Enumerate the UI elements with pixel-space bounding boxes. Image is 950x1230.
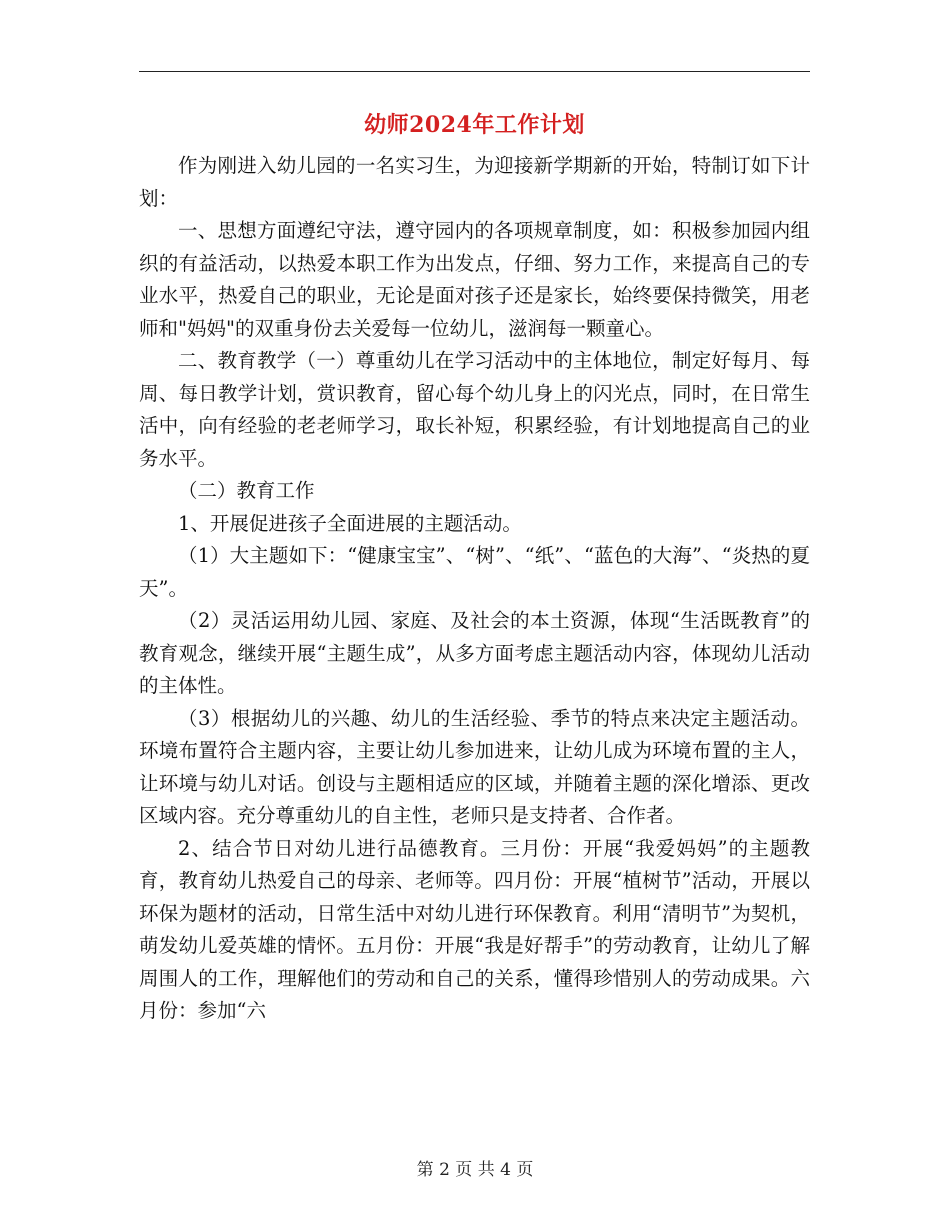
paragraph-item-1-3: （3）根据幼儿的兴趣、幼儿的生活经验、季节的特点来决定主题活动。环境布置符合主题内容，主要让幼儿参加进来，让幼儿成为环境布置的主人，让环境与幼儿对话。创设与主题相适应的区域，并随着主题的深化增添、更改区域内容。充分尊重幼儿的自主性，老师只是支持者、合作者。 bbox=[139, 706, 810, 827]
page-footer: 第 2 页 共 4 页 bbox=[416, 1160, 534, 1180]
paragraph-item-1: 1、开展促进孩子全面进展的主题活动。 bbox=[178, 511, 522, 535]
paragraph-thought: 一、思想方面遵纪守法，遵守园内的各项规章制度，如：积极参加园内组织的有益活动，以热爱本职工作为出发点，仔细、努力工作，来提高自己的专业水平，热爱自己的职业，无论是面对孩子还是家长，始终要保持微笑，用老师和"妈妈"的双重身份去关爱每一位幼儿，滋润每一颗童心。 bbox=[139, 219, 810, 340]
header-rule bbox=[139, 71, 810, 72]
paragraph-item-2: 2、结合节日对幼儿进行品德教育。三月份：开展“我爱妈妈”的主题教育，教育幼儿热爱自己的母亲、老师等。四月份：开展“植树节”活动，开展以环保为题材的活动，日常生活中对幼儿进行环保教育。利用“清明节”为契机，萌发幼儿爱英雄的情怀。五月份：开展“我是好帮手”的劳动教育，让幼儿了解周围人的工作，理解他们的劳动和自己的关系，懂得珍惜别人的劳动成果。六月份：参加“六 bbox=[139, 836, 810, 1022]
paragraph-item-1-2: （2）灵活运用幼儿园、家庭、及社会的本土资源，体现“生活既教育”的教育观念，继续开展“主题生成”，从多方面考虑主题活动内容，体现幼儿活动的主体性。 bbox=[139, 609, 810, 697]
document-title: 幼师2024年工作计划 bbox=[364, 112, 585, 138]
paragraph-item-1-1: （1）大主题如下：“健康宝宝”、“树”、“纸”、“蓝色的大海”、“炎热的夏天”。 bbox=[139, 544, 810, 600]
paragraph-intro: 作为刚进入幼儿园的一名实习生，为迎接新学期新的开始，特制订如下计划： bbox=[139, 154, 810, 210]
paragraph-teaching: 二、教育教学（一）尊重幼儿在学习活动中的主体地位，制定好每月、每周、每日教学计划，赏识教育，留心每个幼儿身上的闪光点，同时，在日常生活中，向有经验的老老师学习，取长补短，积累经验，有计划地提高自己的业务水平。 bbox=[139, 349, 810, 470]
document-body bbox=[139, 150, 810, 1028]
paragraph-education-work: （二）教育工作 bbox=[178, 479, 315, 502]
